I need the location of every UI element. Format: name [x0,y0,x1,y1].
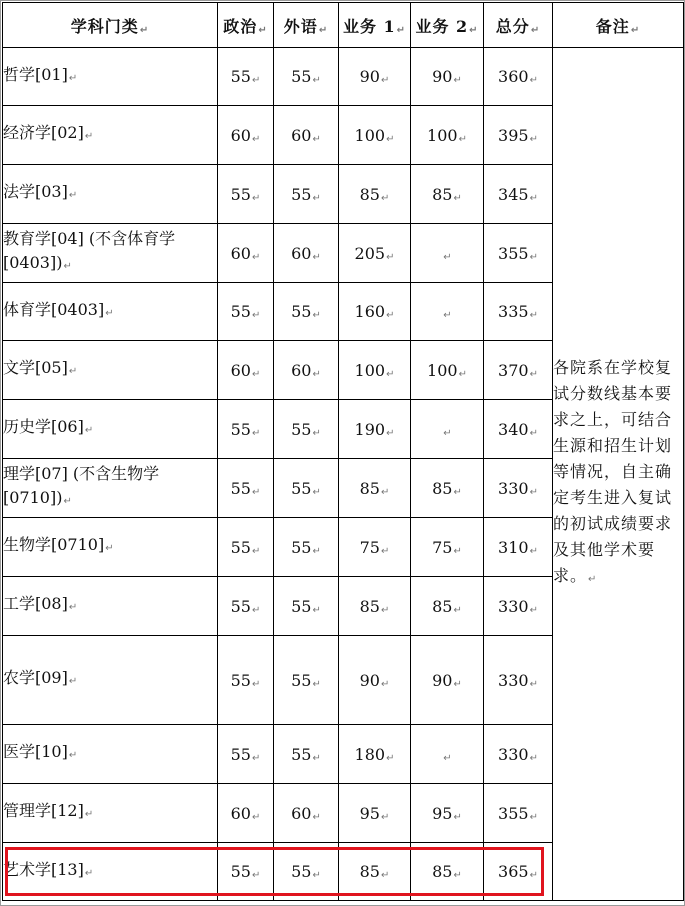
cell-politics: 55↵ [218,283,274,341]
score-table [2,2,684,901]
cell-subject: 历史学[06]↵ [3,400,218,459]
cell-course1: 75↵ [339,518,411,577]
cell-total: 370↵ [484,341,553,400]
cell-course2: 85↵ [411,459,484,518]
cell-politics: 55↵ [218,48,274,106]
cell-subject: 医学[10]↵ [3,725,218,784]
cell-course1: 85↵ [339,577,411,636]
cell-subject: 体育学[0403]↵ [3,283,218,341]
cell-politics: 60↵ [218,341,274,400]
cell-total: 330↵ [484,636,553,725]
cell-politics: 60↵ [218,224,274,283]
header-remarks: 备注↵ [553,3,684,48]
cell-course2: 85↵ [411,577,484,636]
cell-course1: 90↵ [339,48,411,106]
cell-foreign: 55↵ [274,725,339,784]
cell-foreign: 55↵ [274,577,339,636]
cell-total: 310↵ [484,518,553,577]
cell-politics: 55↵ [218,459,274,518]
cell-politics: 55↵ [218,518,274,577]
cell-foreign: 55↵ [274,843,339,901]
cell-course1: 85↵ [339,843,411,901]
cell-course1: 190↵ [339,400,411,459]
cell-total: 355↵ [484,784,553,843]
cell-foreign: 55↵ [274,165,339,224]
cell-course2: 85↵ [411,165,484,224]
cell-subject: 法学[03]↵ [3,165,218,224]
cell-foreign: 55↵ [274,283,339,341]
cell-politics: 55↵ [218,843,274,901]
cell-foreign: 55↵ [274,636,339,725]
cell-total: 365↵ [484,843,553,901]
header-total: 总分↵ [484,3,553,48]
cell-course2: 75↵ [411,518,484,577]
cell-subject: 文学[05]↵ [3,341,218,400]
cell-course1: 85↵ [339,165,411,224]
cell-foreign: 60↵ [274,106,339,165]
cell-total: 360↵ [484,48,553,106]
cell-foreign: 60↵ [274,341,339,400]
cell-course2: ↵ [411,224,484,283]
cell-total: 330↵ [484,459,553,518]
score-table-container [2,2,684,901]
cell-course2: ↵ [411,725,484,784]
cell-subject: 工学[08]↵ [3,577,218,636]
table-row [3,48,684,106]
cell-politics: 55↵ [218,165,274,224]
cell-subject: 哲学[01]↵ [3,48,218,106]
cell-subject: 教育学[04] (不含体育学[0403])↵ [3,224,218,283]
cell-politics: 55↵ [218,725,274,784]
cell-total: 335↵ [484,283,553,341]
cell-foreign: 55↵ [274,518,339,577]
cell-course1: 95↵ [339,784,411,843]
remarks-text: 各院系在学校复试分数线基本要求之上，可结合生源和招生计划等情况，自主确定考生进入复试的初试成绩要求及其他学术要求。 [553,358,673,585]
cell-subject: 理学[07] (不含生物学[0710])↵ [3,459,218,518]
cell-politics: 60↵ [218,784,274,843]
cell-total: 340↵ [484,400,553,459]
cell-subject: 管理学[12]↵ [3,784,218,843]
cell-course2: 90↵ [411,48,484,106]
header-course1: 业务 1↵ [339,3,411,48]
cell-foreign: 60↵ [274,224,339,283]
cell-total: 330↵ [484,725,553,784]
cell-course1: 85↵ [339,459,411,518]
cell-politics: 60↵ [218,106,274,165]
cell-subject: 生物学[0710]↵ [3,518,218,577]
cell-politics: 55↵ [218,400,274,459]
cell-total: 395↵ [484,106,553,165]
cell-subject: 经济学[02]↵ [3,106,218,165]
cell-total: 330↵ [484,577,553,636]
header-row [3,3,684,48]
table-body [3,48,684,901]
cell-foreign: 55↵ [274,459,339,518]
cell-course1: 205↵ [339,224,411,283]
cell-course1: 160↵ [339,283,411,341]
header-course2: 业务 2↵ [411,3,484,48]
cell-course2: 100↵ [411,106,484,165]
header-politics: 政治↵ [218,3,274,48]
cell-subject: 艺术学[13]↵ [3,843,218,901]
cell-course1: 180↵ [339,725,411,784]
cell-politics: 55↵ [218,577,274,636]
cell-subject: 农学[09]↵ [3,636,218,725]
cell-politics: 55↵ [218,636,274,725]
cell-course1: 90↵ [339,636,411,725]
cell-total: 355↵ [484,224,553,283]
cell-course2: 95↵ [411,784,484,843]
header-subject: 学科门类↵ [3,3,218,48]
remarks-cell: 各院系在学校复试分数线基本要求之上，可结合生源和招生计划等情况，自主确定考生进入复试的初试成绩要求及其他学术要求。↵ [553,48,684,901]
cell-foreign: 55↵ [274,400,339,459]
cell-course2: ↵ [411,400,484,459]
cell-foreign: 55↵ [274,48,339,106]
cell-course2: 90↵ [411,636,484,725]
cell-course2: 100↵ [411,341,484,400]
header-foreign: 外语↵ [274,3,339,48]
cell-total: 345↵ [484,165,553,224]
cell-foreign: 60↵ [274,784,339,843]
cell-course2: ↵ [411,283,484,341]
cell-course1: 100↵ [339,341,411,400]
cell-course2: 85↵ [411,843,484,901]
cell-course1: 100↵ [339,106,411,165]
